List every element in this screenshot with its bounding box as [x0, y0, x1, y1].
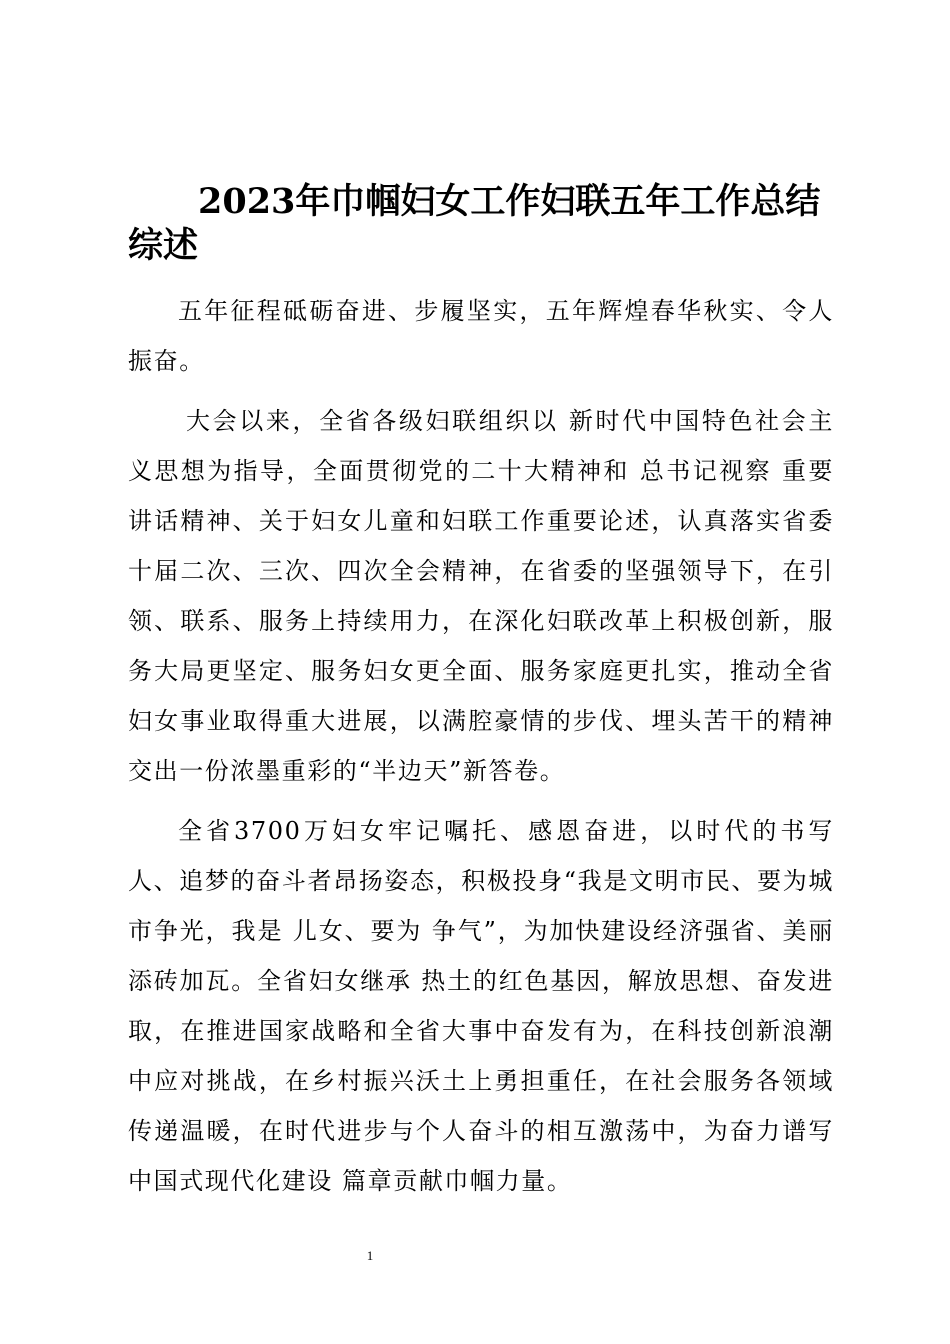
paragraph-intro: 五年征程砥砺奋进、步履坚实，五年辉煌春华秋实、令人振奋。 — [128, 297, 834, 375]
paragraph-women: 全省3700万妇女牢记嘱托、感恩奋进，以时代的书写人、追梦的奋斗者昂扬姿态，积极投身“我是文明市民、要为城市争光，我是 儿女、要为 争气”，为加快建设经济强省、美丽添砖加瓦。全省妇女继承 热土的红色基因，解放思想、奋发进取，在推进国家战略和全省大事中奋发有为，在科技创新浪潮中应对挑战，在乡村振兴沃土上勇担重任，在社会服务各领域传递温暖，在时代进步与个人奋斗的相互激荡中，为奋力谱写中国式现代化建设 篇章贡献巾帼力量。 — [128, 817, 834, 1195]
paragraph-congress: 大会以来，全省各级妇联组织以 新时代中国特色社会主义思想为指导，全面贯彻党的二十大精神和 总书记视察 重要讲话精神、关于妇女儿童和妇联工作重要论述，认真落实省委十届二次、三次、四次全会精神，在省委的坚强领导下，在引领、联系、服务上持续用力，在深化妇联改革上积极创新，服务大局更坚定、服务妇女更全面、服务家庭更扎实，推动全省妇女事业取得重大进展，以满腔豪情的步伐、埋头苦干的精神交出一份浓墨重彩的“半边天”新答卷。 — [128, 407, 834, 785]
document-title-line-2: 综述 — [128, 225, 199, 266]
page-number: 1 — [366, 1248, 374, 1263]
document-title-line-1: 2023年巾帼妇女工作妇联五年工作总结 — [198, 181, 821, 222]
document-title — [128, 180, 838, 268]
document-body — [128, 286, 834, 1206]
